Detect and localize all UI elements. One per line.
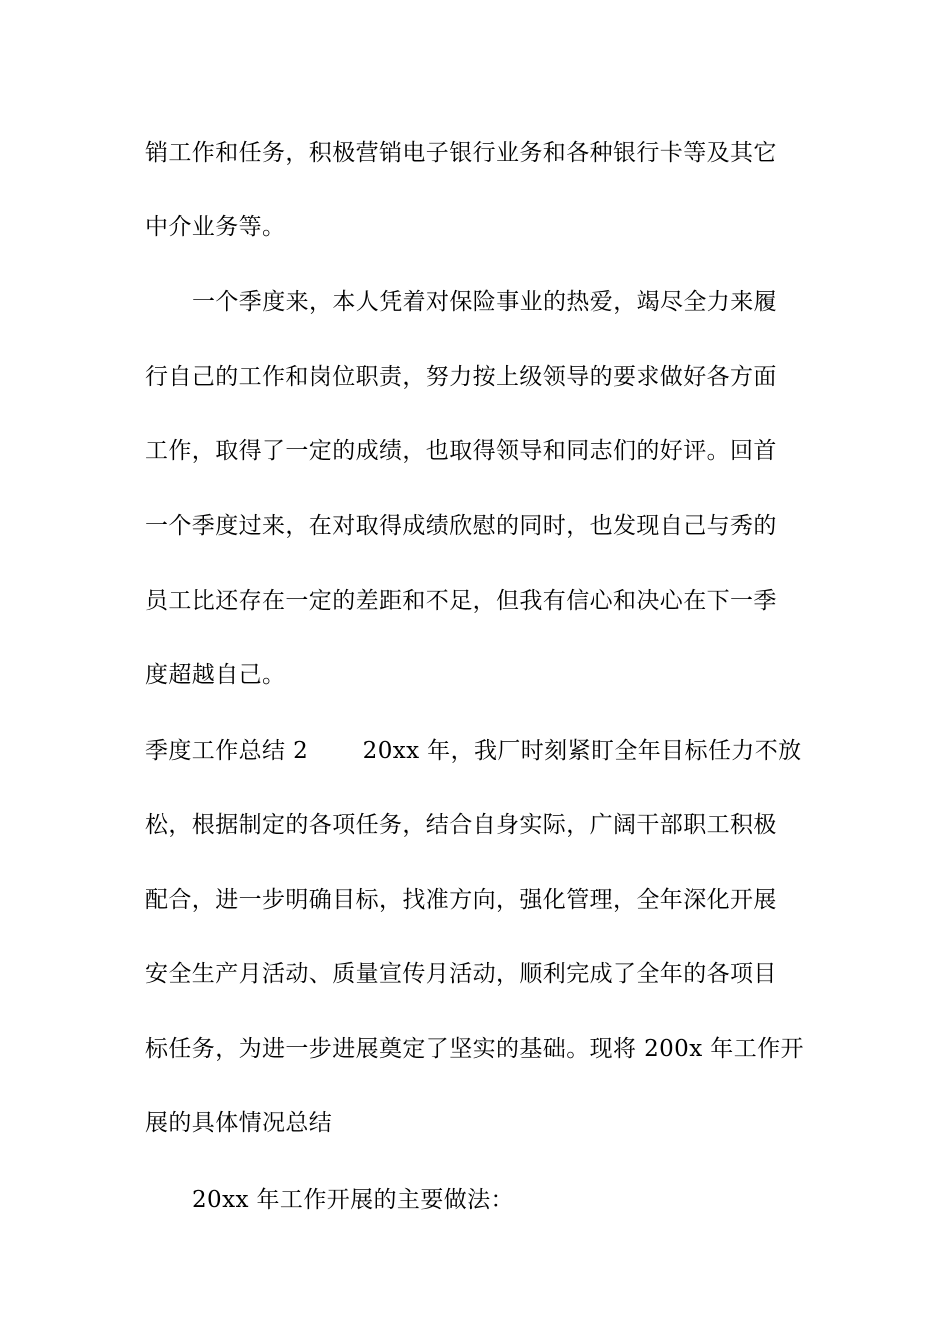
text-line-10: 松，根据制定的各项任务，结合自身实际，广阔干部职工积极	[145, 812, 777, 838]
text-line-2: 中介业务等。	[145, 214, 286, 240]
text-line-13: 标任务，为进一步进展奠定了坚实的基础。现将 200x 年工作开	[145, 1036, 804, 1062]
text-line-11: 配合，进一步明确目标，找准方向，强化管理，全年深化开展	[145, 887, 777, 913]
paragraph-start-line: 一个季度来，本人凭着对保险事业的热爱，竭尽全力来履	[192, 289, 777, 315]
section-heading-line: 季度工作总结 2 20xx 年，我厂时刻紧盯全年目标任力不放	[145, 738, 802, 764]
subheading-line: 20xx 年工作开展的主要做法：	[192, 1187, 514, 1213]
text-line-4: 行自己的工作和岗位职责，努力按上级领导的要求做好各方面	[145, 364, 777, 390]
text-line-7: 员工比还存在一定的差距和不足，但我有信心和决心在下一季	[145, 588, 777, 614]
text-line-1: 销工作和任务，积极营销电子银行业务和各种银行卡等及其它	[145, 140, 777, 166]
text-line-6: 一个季度过来，在对取得成绩欣慰的同时，也发现自己与秀的	[145, 513, 777, 539]
text-line-8: 度超越自己。	[145, 662, 286, 688]
text-line-5: 工作，取得了一定的成绩，也取得领导和同志们的好评。回首	[145, 438, 777, 464]
text-line-14: 展的具体情况总结	[145, 1110, 333, 1136]
text-line-12: 安全生产月活动、质量宣传月活动，顺利完成了全年的各项目	[145, 961, 777, 987]
